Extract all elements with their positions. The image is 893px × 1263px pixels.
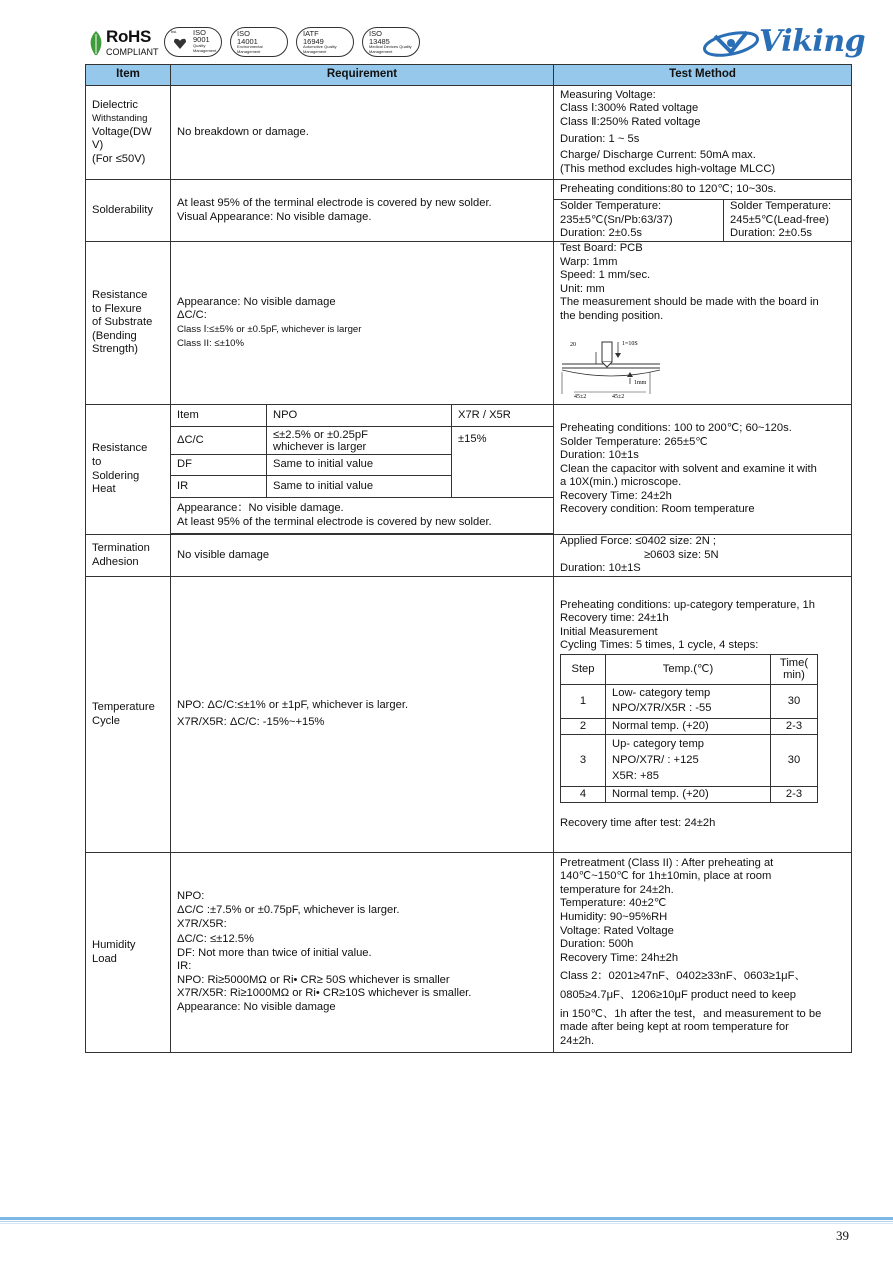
rohs-title: RoHS: [106, 27, 152, 46]
cert-line: 14001: [237, 36, 258, 46]
table-row: [86, 535, 852, 577]
item-line: Resistance: [92, 442, 148, 455]
item-cell: [86, 86, 171, 180]
requirement-cell: [171, 86, 554, 180]
test-line: a 10X(min.) microscope.: [560, 476, 682, 489]
rohs-sub: COMPLIANT: [106, 47, 159, 57]
req-line: X7R/X5R:: [177, 917, 227, 930]
test-line: Warp: 1mm: [560, 255, 618, 268]
req-line: ΔC/C:: [177, 309, 207, 322]
sub-cell: Item: [171, 405, 267, 427]
requirement-cell: [171, 577, 554, 853]
item-line: Termination: [92, 541, 150, 554]
item-line: Load: [92, 952, 117, 965]
test-line: 140℃~150℃ for 1h±10min, place at room: [560, 870, 772, 883]
test-line: Class Ⅰ:300% Rated voltage: [560, 102, 699, 115]
table-row: [86, 180, 852, 242]
sub-line: whichever is larger: [273, 440, 367, 453]
req-line: At least 95% of the terminal electrode is covered by new solder.: [177, 515, 492, 528]
req-text: No breakdown or damage.: [177, 125, 309, 138]
bending-diagram: [560, 334, 680, 398]
step-line: NPO/X7R/X5R : -55: [612, 702, 712, 715]
req-line: Appearance: No visible damage: [177, 1001, 336, 1014]
test-line: Measuring Voltage:: [560, 88, 656, 101]
test-line: (This method excludes high-voltage MLCC): [560, 162, 776, 175]
item-line: Adhesion: [92, 555, 139, 568]
test-line: Solder Temperature:: [560, 200, 662, 213]
item-line: Soldering: [92, 469, 140, 482]
item-cell: [86, 535, 171, 577]
req-line: Appearance: No visible damage: [177, 295, 336, 308]
footer-rule: [0, 1217, 893, 1220]
test-cell: [554, 577, 852, 853]
sub-cell: Same to initial value: [267, 476, 452, 498]
solder-subtable: [553, 179, 852, 242]
sub-cell: IR: [171, 476, 267, 498]
sub-cell: X7R / X5R: [452, 405, 554, 427]
test-line: Pretreatment (Class II) : After preheating at: [560, 856, 774, 869]
item-cell: [86, 242, 171, 405]
test-cell: [554, 86, 852, 180]
req-line: DF: Not more than twice of initial value.: [177, 946, 372, 959]
test-line: Recovery time: 24±1h: [560, 612, 669, 625]
test-line: 24±2h.: [560, 1034, 595, 1047]
item-cell: [86, 405, 171, 535]
test-line: Solder Temperature: 265±5℃: [560, 435, 708, 448]
sub-row: [554, 200, 852, 242]
cert-badge: [230, 27, 288, 57]
test-line: Initial Measurement: [560, 625, 658, 638]
step-temp: Normal temp. (+20): [606, 718, 771, 734]
cert-line: ISO: [193, 28, 206, 37]
item-cell: [86, 853, 171, 1053]
sub-row: [171, 498, 554, 534]
item-line: Voltage(DW: [92, 125, 152, 138]
steps-header: Temp.(℃): [606, 654, 771, 684]
cert-line: ISO: [369, 29, 382, 38]
test-line: Voltage: Rated Voltage: [560, 924, 674, 937]
cert-line: ISO: [237, 29, 250, 38]
step-num: 2: [561, 718, 606, 734]
test-line: Recovery Time: 24h±2h: [560, 951, 679, 964]
dim-label: 45±2: [612, 393, 625, 398]
test-line: Class 2：0201≥47nF、0402≥33nF、0603≥1μF、: [560, 970, 806, 983]
sub-cell: [171, 498, 554, 534]
test-line: 245±5℃(Lead-free): [730, 213, 829, 226]
test-line: Clean the capacitor with solvent and examine it with: [560, 462, 817, 475]
sub-row: [171, 427, 554, 455]
item-line: Heat: [92, 483, 116, 496]
item-line: to: [92, 455, 102, 468]
step-num: 3: [561, 734, 606, 786]
sub-cell: ±15%: [452, 427, 554, 498]
cert-badge: [362, 27, 420, 57]
table-row: [86, 242, 852, 405]
test-line: The measurement should be made with the board in: [560, 296, 819, 309]
test-line: Recovery Time: 24±2h: [560, 489, 672, 502]
steps-row: [561, 786, 818, 802]
test-cell: [554, 405, 852, 535]
col-header-test: Test Method: [554, 65, 852, 86]
req-line: Class II: ≤±10%: [177, 337, 245, 349]
sub-line: ≤±2.5% or ±0.25pF: [273, 428, 368, 441]
dim-label: 1mm: [634, 379, 647, 386]
step-time: 30: [771, 684, 818, 718]
item-cell: [86, 577, 171, 853]
test-line: Duration: 500h: [560, 938, 634, 951]
requirement-cell: [171, 242, 554, 405]
requirement-cell: [171, 405, 554, 535]
steps-row: [561, 718, 818, 734]
req-line: ΔC/C :±7.5% or ±0.75pF, whichever is larger.: [177, 903, 400, 916]
req-line: ΔC/C: ≤±12.5%: [177, 933, 254, 946]
item-line: Temperature: [92, 700, 155, 713]
steps-header: Step: [561, 654, 606, 684]
req-line: NPO:: [177, 890, 205, 903]
dim-label: 45±2: [574, 393, 587, 398]
test-cell: [554, 853, 852, 1053]
cert-line: 9001: [193, 35, 210, 44]
sub-cell: NPO: [267, 405, 452, 427]
req-line: Visual Appearance: No visible damage.: [177, 210, 372, 223]
steps-header-row: [561, 654, 818, 684]
requirement-cell: No visible damage: [171, 535, 554, 577]
test-line: Recovery condition: Room temperature: [560, 503, 755, 516]
viking-eye-icon: [701, 26, 761, 62]
page-number: 39: [836, 1228, 849, 1243]
test-cell: [554, 242, 852, 405]
test-line: Preheating conditions: 100 to 200℃; 60~120s.: [560, 421, 792, 434]
req-line: Appearance：No visible damage.: [177, 501, 344, 514]
step-num: 1: [561, 684, 606, 718]
test-line: made after being kept at room temperature for: [560, 1021, 789, 1034]
press-tool: [602, 342, 612, 362]
item-line: V): [92, 139, 104, 152]
header-logos: [86, 26, 412, 62]
test-line: Unit: mm: [560, 282, 605, 295]
test-cell: [554, 535, 852, 577]
req-line: Class Ⅰ:≤±5% or ±0.5pF, whichever is larger: [177, 324, 362, 335]
req-line: X7R/X5R: Ri≥1000MΩ or Ri• CR≥10S whichever is smaller.: [177, 987, 472, 1000]
step-temp: [606, 684, 771, 718]
item-line: of Substrate: [92, 316, 153, 329]
sub-row: [554, 180, 852, 200]
soldering-subtable: [170, 404, 554, 534]
cert-line: Quality Management: [193, 43, 217, 53]
test-line: Recovery time after test: 24±2h: [560, 816, 716, 829]
brand-logo: [701, 24, 866, 64]
sub-row: [171, 405, 554, 427]
requirement-cell: [171, 180, 554, 242]
step-time: 2-3: [771, 786, 818, 802]
table-row: [86, 405, 852, 535]
requirement-cell: [171, 853, 554, 1053]
item-line: (Bending: [92, 329, 137, 342]
steps-header-line: Time(: [779, 657, 809, 670]
test-line: Applied Force: ≤0402 size: 2N ;: [560, 535, 717, 548]
test-line: Test Board: PCB: [560, 242, 643, 254]
cert-badge: [164, 27, 222, 57]
item-cell: Solderability: [86, 180, 171, 242]
test-line: 0805≥4.7μF、1206≥10μF product need to keep: [560, 988, 797, 1001]
arrow-head-icon: [615, 353, 621, 358]
test-line: Class Ⅱ:250% Rated voltage: [560, 115, 701, 128]
sub-cell: Preheating conditions:80 to 120℃; 10~30s.: [554, 180, 852, 200]
step-line: X5R: +85: [612, 770, 659, 783]
item-line: Withstanding: [92, 113, 148, 125]
cert-line: 13485: [369, 36, 390, 46]
test-line: Duration: 10±1S: [560, 562, 641, 575]
sub-cell: [267, 427, 452, 455]
test-line: Speed: 1 mm/sec.: [560, 269, 651, 282]
test-line: Duration: 2±0.5s: [730, 227, 813, 240]
item-line: (For ≤50V): [92, 152, 146, 165]
req-line: At least 95% of the terminal electrode is covered by new solder.: [177, 196, 492, 209]
leaf-icon: [88, 30, 104, 56]
cert-line: IATF: [303, 29, 319, 38]
req-line: X7R/X5R: ΔC/C: -15%~+15%: [177, 716, 325, 728]
cert-badge: [296, 27, 354, 57]
test-line: Duration: 2±0.5s: [560, 227, 643, 240]
test-cell: [554, 180, 852, 242]
steps-row: [561, 734, 818, 786]
item-line: to Flexure: [92, 302, 142, 315]
steps-row: [561, 684, 818, 718]
spec-table: [85, 64, 852, 1053]
table-header-row: [86, 65, 852, 86]
cert-line: Environmental Management: [237, 44, 263, 54]
footer-rule: [0, 1221, 893, 1222]
req-line: NPO: Ri≥5000MΩ or Ri• CR≥ 50S whichever is smaller: [177, 973, 450, 986]
sub-cell: [554, 200, 724, 242]
test-line: the bending position.: [560, 309, 664, 322]
test-line: Solder Temperature:: [730, 200, 832, 213]
cert-line: Automotive Quality Management: [303, 44, 337, 54]
step-time: 30: [771, 734, 818, 786]
col-header-item: Item: [86, 65, 171, 86]
sub-cell: [724, 200, 852, 242]
table-row: [86, 577, 852, 853]
step-num: 4: [561, 786, 606, 802]
rohs-logo: [86, 26, 162, 62]
step-temp: [606, 734, 771, 786]
test-line: Charge/ Discharge Current: 50mA max.: [560, 149, 756, 162]
test-line: Cycling Times: 5 times, 1 cycle, 4 steps:: [560, 639, 759, 652]
table-row: [86, 853, 852, 1053]
item-line: Strength): [92, 343, 139, 356]
test-line: Temperature: 40±2℃: [560, 897, 667, 910]
step-temp: Normal temp. (+20): [606, 786, 771, 802]
item-line: Resistance: [92, 289, 148, 302]
bend-curve: [562, 370, 660, 376]
sub-cell: ΔC/C: [171, 427, 267, 455]
brand-name: Viking: [759, 24, 866, 59]
steps-header-line: min): [783, 669, 805, 682]
cert-badges: [164, 27, 440, 59]
test-line: ≥0603 size: 5N: [644, 548, 719, 561]
sub-cell: DF: [171, 455, 267, 476]
steps-table: [560, 654, 818, 803]
cert-line: 16949: [303, 36, 324, 46]
step-line: Up- category temp: [612, 738, 705, 751]
cert-line: bsi.: [171, 29, 178, 34]
dim-label: 20: [570, 341, 576, 348]
bsi-heart-icon: [173, 38, 187, 50]
test-line: Duration: 10±1s: [560, 449, 639, 462]
test-line: in 150℃、1h after the test，and measurement to be: [560, 1007, 822, 1020]
item-line: Dielectric: [92, 98, 139, 111]
test-line: Duration: 1 ~ 5s: [560, 132, 640, 145]
sub-cell: Same to initial value: [267, 455, 452, 476]
item-line: Humidity: [92, 938, 136, 951]
cert-line: Medical Devices Quality Management: [369, 44, 412, 54]
table-row: [86, 86, 852, 180]
dim-label: 1=10S: [622, 340, 638, 347]
footer-rule: [0, 1223, 893, 1224]
col-header-requirement: Requirement: [171, 65, 554, 86]
req-line: IR:: [177, 960, 192, 973]
test-line: Humidity: 90~95%RH: [560, 911, 668, 924]
steps-header: [771, 654, 818, 684]
req-line: NPO: ΔC/C:≤±1% or ±1pF, whichever is larger.: [177, 699, 409, 712]
step-line: NPO/X7R/ : +125: [612, 754, 699, 767]
test-line: 235±5℃(Sn/Pb:63/37): [560, 213, 673, 226]
step-line: Low- category temp: [612, 687, 711, 700]
step-time: 2-3: [771, 718, 818, 734]
item-line: Cycle: [92, 714, 120, 727]
test-line: temperature for 24±2h.: [560, 883, 674, 896]
test-line: Preheating conditions: up-category temperature, 1h: [560, 598, 815, 611]
